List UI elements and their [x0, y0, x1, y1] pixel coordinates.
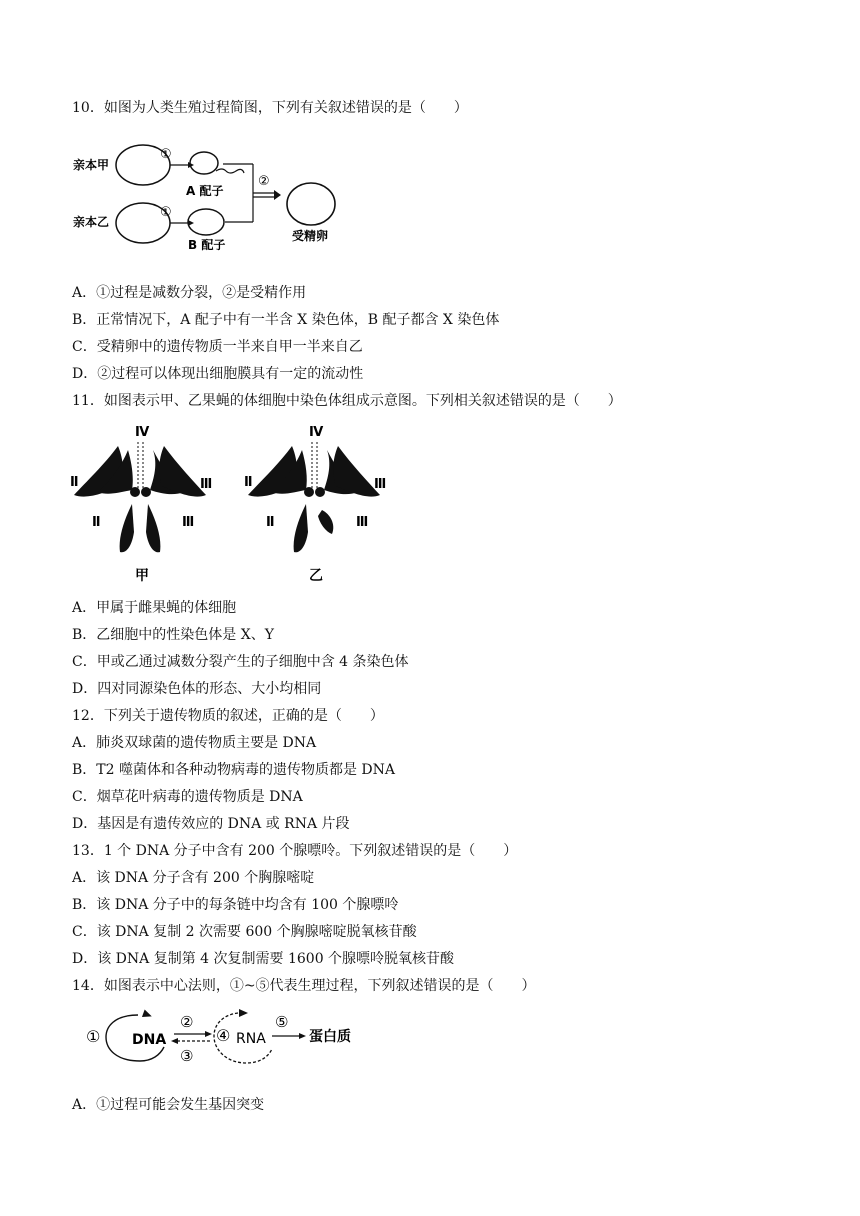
gamete-b-label: B 配子	[188, 238, 226, 252]
label-ii-top-b: Ⅱ	[244, 475, 253, 490]
q10-option-d: D．②过程可以体现出细胞膜具有一定的流动性	[72, 366, 364, 382]
process-2-label: ②	[180, 1013, 194, 1031]
q13-option-a: A．该 DNA 分子含有 200 个胸腺嘧啶	[72, 870, 315, 886]
chromosome-x-left-a	[120, 504, 134, 552]
chromosome-x-b	[294, 504, 308, 552]
label-ii-bottom-a: Ⅱ	[92, 515, 101, 530]
q12-option-d: D．基因是有遗传效应的 DNA 或 RNA 片段	[72, 816, 350, 832]
q13-option-c: C．该 DNA 复制 2 次需要 600 个胸腺嘧啶脱氧核苷酸	[72, 924, 417, 940]
centromere-left-a	[130, 487, 140, 497]
q10-option-a: A．①过程是减数分裂，②是受精作用	[72, 285, 307, 301]
q13-option-d: D．该 DNA 复制第 4 次复制需要 1600 个腺嘌呤脱氧核苷酸	[72, 951, 455, 967]
dna-label: DNA	[132, 1032, 167, 1048]
label-ii-bottom-b: Ⅱ	[266, 515, 275, 530]
parent-a-label: 亲本甲	[73, 158, 110, 172]
process-1-label: ①	[86, 1027, 101, 1046]
cell-b-label: 乙	[309, 568, 323, 584]
transcription-arrowhead	[205, 1031, 212, 1037]
q12-option-c: C．烟草花叶病毒的遗传物质是 DNA	[72, 789, 303, 805]
label-iii-top-a: Ⅲ	[200, 477, 213, 492]
gamete-a-label: A 配子	[186, 184, 224, 198]
chromosome-diagram	[66, 420, 396, 585]
step1-label-b: ①	[160, 205, 172, 220]
process-4-label: ④	[216, 1026, 231, 1045]
centromere-left-b	[304, 487, 314, 497]
cell-b-karyotype	[244, 425, 386, 584]
q10-option-b: B．正常情况下，A 配子中有一半含 X 染色体，B 配子都含 X 染色体	[72, 312, 500, 328]
process-5-label: ⑤	[275, 1013, 289, 1031]
q14-option-a: A．①过程可能会发生基因突变	[72, 1097, 265, 1113]
rna-replication-arrowhead	[239, 1009, 248, 1017]
zygote-label: 受精卵	[292, 229, 329, 243]
sperm-tail	[216, 169, 244, 173]
label-iii-bottom-a: Ⅲ	[182, 515, 195, 530]
q11-option-c: C．甲或乙通过减数分裂产生的子细胞中含 4 条染色体	[72, 654, 409, 670]
replication-arrowhead	[142, 1010, 153, 1021]
step1-label-a: ①	[160, 147, 172, 162]
q13-stem: 13．1 个 DNA 分子中含有 200 个腺嘌呤。下列叙述错误的是（ ）	[72, 843, 518, 859]
label-iv-b: Ⅳ	[309, 425, 324, 440]
q13-option-b: B．该 DNA 分子中的每条链中均含有 100 个腺嘌呤	[72, 897, 399, 913]
q11-option-b: B．乙细胞中的性染色体是 X、Y	[72, 627, 274, 643]
q11-option-a: A．甲属于雌果蝇的体细胞	[72, 600, 237, 616]
step2-arrowhead	[274, 190, 281, 200]
label-iv-a: Ⅳ	[135, 425, 150, 440]
q12-option-a: A．肺炎双球菌的遗传物质主要是 DNA	[72, 735, 317, 751]
label-iii-bottom-b: Ⅲ	[356, 515, 369, 530]
cell-a-karyotype	[70, 425, 212, 584]
central-dogma-diagram	[82, 1003, 372, 1071]
parent-b-label: 亲本乙	[73, 215, 110, 229]
q11-stem: 11．如图表示甲、乙果蝇的体细胞中染色体组成示意图。下列相关叙述错误的是（ ）	[72, 393, 622, 409]
q12-option-b: B．T2 噬菌体和各种动物病毒的遗传物质都是 DNA	[72, 762, 396, 778]
centromere-right-a	[141, 487, 151, 497]
chromosome-x-right-a	[146, 504, 160, 552]
q11-option-d: D．四对同源染色体的形态、大小均相同	[72, 681, 322, 697]
reverse-transcription-arrowhead	[171, 1038, 178, 1044]
protein-label: 蛋白质	[309, 1029, 351, 1045]
label-iii-top-b: Ⅲ	[374, 477, 387, 492]
reproduction-diagram	[70, 138, 360, 256]
label-ii-top-a: Ⅱ	[70, 475, 79, 490]
zygote-cell	[287, 183, 335, 225]
gamete-b-cell	[188, 209, 224, 235]
q14-stem: 14．如图表示中心法则，①~⑤代表生理过程，下列叙述错误的是（ ）	[72, 978, 536, 994]
rna-label: RNA	[236, 1031, 266, 1047]
gamete-a-cell	[190, 152, 218, 174]
q12-stem: 12．下列关于遗传物质的叙述，正确的是（ ）	[72, 708, 384, 724]
step2-label: ②	[258, 174, 270, 189]
process-3-label: ③	[180, 1047, 194, 1065]
q10-option-c: C．受精卵中的遗传物质一半来自甲一半来自乙	[72, 339, 363, 355]
cell-a-label: 甲	[135, 568, 149, 584]
q10-stem: 10．如图为人类生殖过程简图，下列有关叙述错误的是（ ）	[72, 100, 468, 116]
chromosome-y-b	[318, 510, 333, 534]
centromere-right-b	[315, 487, 325, 497]
translation-arrowhead	[299, 1033, 306, 1039]
